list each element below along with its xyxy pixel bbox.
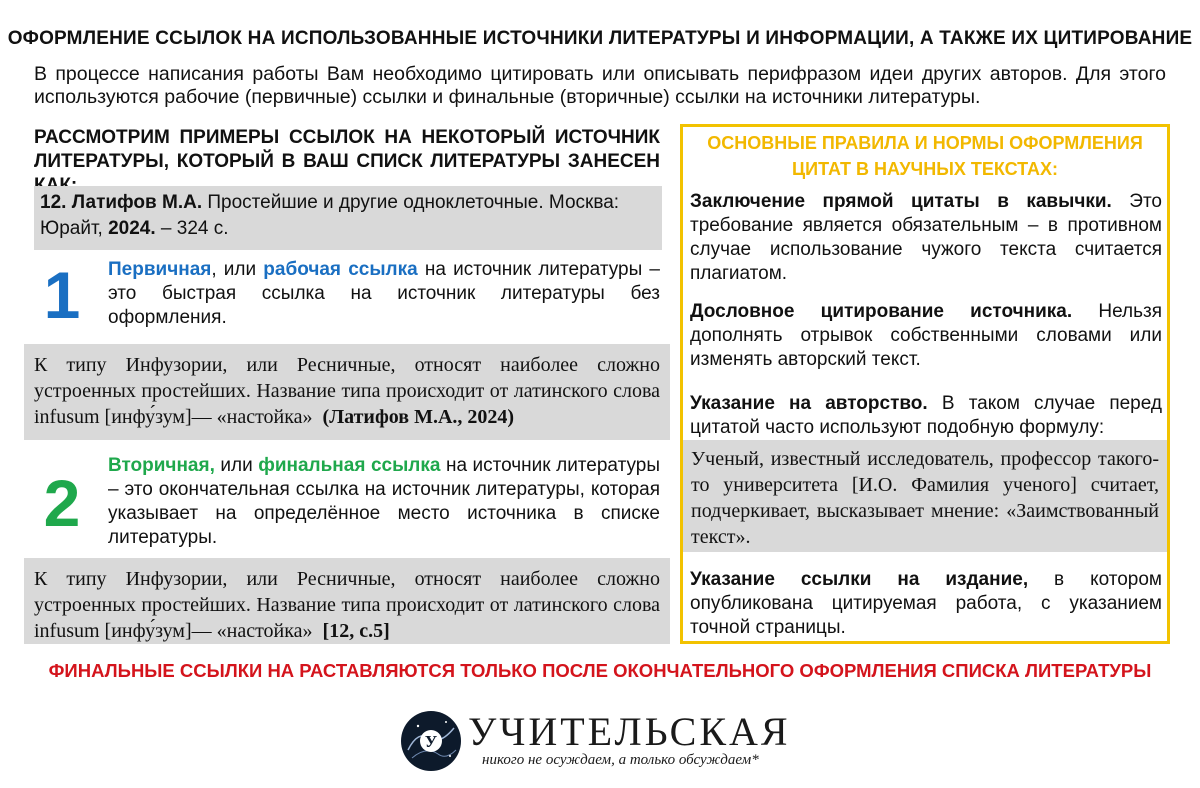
rule-quotation-marks bbox=[690, 190, 1162, 286]
footer-note: ФИНАЛЬНЫЕ ССЫЛКИ НА РАСТАВЛЯЮТСЯ ТОЛЬКО ПОСЛЕ ОКОНЧАТЕЛЬНОГО ОФОРМЛЕНИЯ СПИСКА ЛИТЕРАТУРЫ bbox=[48, 660, 1152, 681]
logo-letter: У bbox=[424, 732, 438, 751]
primary-term: Первичная bbox=[108, 259, 212, 280]
page-title: ОФОРМЛЕНИЕ ССЫЛОК НА ИСПОЛЬЗОВАННЫЕ ИСТОЧНИКИ ЛИТЕРАТУРЫ И ИНФОРМАЦИИ, А ТАКЖЕ ИХ ЦИТИРОВАНИЕ bbox=[7, 28, 1193, 49]
rule-edition-reference bbox=[690, 568, 1162, 640]
book-pages: – 324 с. bbox=[155, 218, 229, 239]
secondary-quote-example bbox=[24, 558, 670, 644]
secondary-rest: на источник литературы – это окончательная ссылка на источник литературы, которая указывает на определённое место источника в списке литературы. bbox=[108, 455, 661, 548]
secondary-number: 2 bbox=[43, 466, 81, 540]
book-author: 12. Латифов М.А. bbox=[40, 192, 203, 213]
secondary-citation: [12, с.5] bbox=[322, 620, 390, 642]
rule-2-text: Нельзя дополнять отрывок собственными словами или изменять авторский текст. bbox=[690, 301, 1162, 370]
rule-verbatim bbox=[690, 300, 1162, 372]
book-year: 2024. bbox=[108, 218, 156, 239]
brand-name: УЧИТЕЛЬСКАЯ bbox=[468, 709, 791, 754]
examples-heading: РАССМОТРИМ ПРИМЕРЫ ССЫЛОК НА НЕКОТОРЫЙ ИСТОЧНИК ЛИТЕРАТУРЫ, КОТОРЫЙ В ВАШ СПИСК ЛИТЕРАТУРЫ ЗАНЕСЕН bbox=[34, 127, 660, 172]
primary-number: 1 bbox=[43, 258, 81, 332]
primary-rest: на источник литературы – это быстрая ссылка на источник литературы без оформления. bbox=[108, 259, 660, 328]
book-entry bbox=[34, 186, 662, 250]
authorship-formula: Ученый, известный исследователь, профессор такого-то университета [И.О. Фамилия ученого] считает, подчеркивает, высказывает мнение: «Заимствованный текст». bbox=[683, 440, 1167, 552]
rule-1-text: Это требование является обязательным – в противном случае использование чужого текста считается плагиатом. bbox=[690, 191, 1163, 284]
rule-4-heading: Указание ссылки на издание, bbox=[690, 569, 1029, 590]
primary-quote-example bbox=[24, 344, 670, 440]
secondary-reference-description bbox=[108, 454, 660, 550]
rule-4-text: в котором опубликована цитируемая работа, с указанием точной страницы. bbox=[690, 569, 1162, 638]
intro-paragraph: В процессе написания работы Вам необходимо цитировать или описывать перифразом идеи других авторов. Для этого используются рабочие (первичные) ссылки и финальные (вторичные) ссылки на источники литературы. bbox=[34, 63, 1166, 108]
secondary-mid: или bbox=[214, 455, 259, 476]
rule-1-heading: Заключение прямой цитаты в кавычки. bbox=[690, 191, 1112, 212]
secondary-term: Вторичная, bbox=[108, 455, 215, 476]
brand-logo-icon bbox=[400, 710, 462, 772]
primary-citation: (Латифов М.А., 2024) bbox=[322, 406, 515, 428]
primary-term-2: рабочая ссылка bbox=[263, 259, 418, 280]
quote-text: К типу Инфузории, или Ресничные, относят наиболее сложно устроенных простейших. Название типа происходит от латинского слова infusum [инфу́зум]— «настойка» bbox=[34, 568, 660, 642]
secondary-term-2: финальная ссылка bbox=[258, 455, 441, 476]
rule-3-heading: Указание на авторство. bbox=[690, 393, 928, 414]
rule-3-text: В таком случае перед цитатой часто используют подобную формулу: bbox=[690, 393, 1162, 438]
rule-2-heading: Дословное цитирование источника. bbox=[690, 301, 1073, 322]
primary-mid: , или bbox=[211, 259, 264, 280]
brand-slogan: никого не осуждаем, а только обсуждаем* bbox=[482, 752, 759, 768]
rules-title: ОСНОВНЫЕ ПРАВИЛА И НОРМЫ ОФОРМЛЕНИЯ ЦИТАТ В НАУЧНЫХ ТЕКСТАХ: bbox=[707, 133, 1143, 179]
primary-reference-description bbox=[108, 258, 660, 330]
quote-text: К типу Инфузории, или Ресничные, относят наиболее сложно устроенных простейших. Название типа происходит от латинского слова infusum [инфу́зум]— «настойка» bbox=[34, 354, 660, 428]
rule-authorship bbox=[690, 392, 1162, 440]
book-title: Простейшие и другие одноклеточные. Москва: Юрайт, bbox=[40, 192, 620, 239]
